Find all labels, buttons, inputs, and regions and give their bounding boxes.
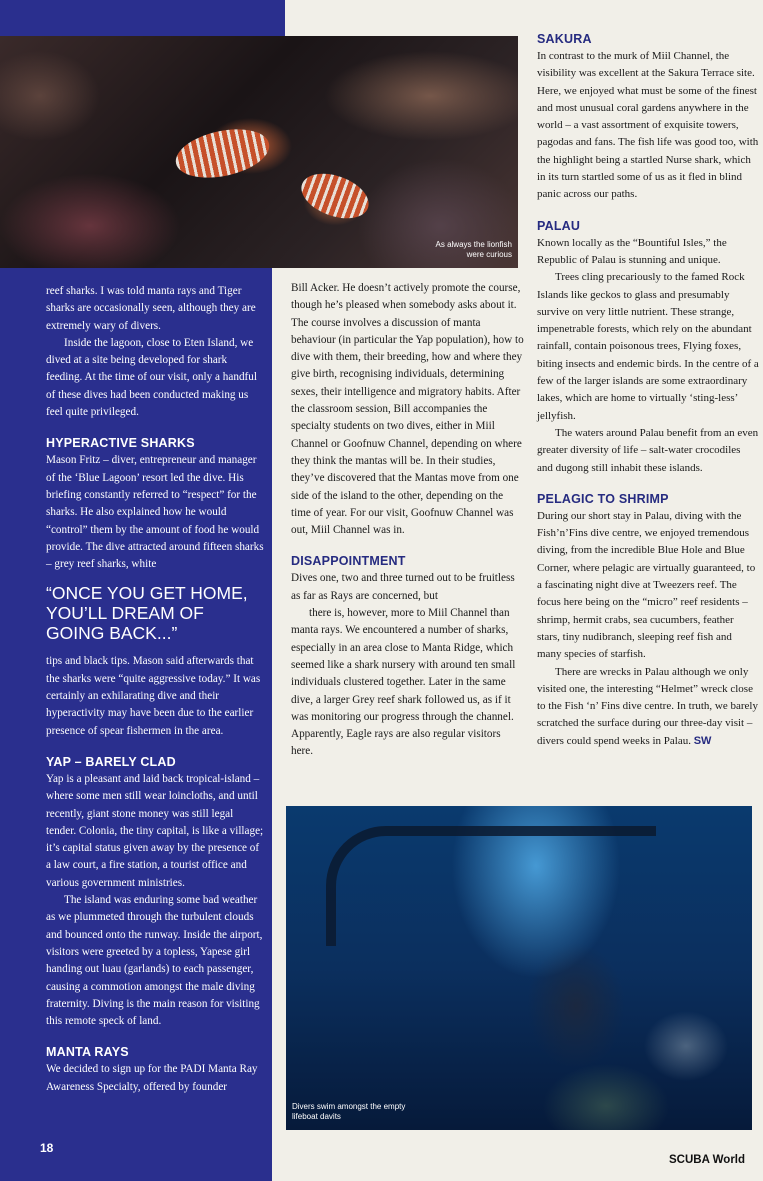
section-heading: SAKURA bbox=[537, 32, 592, 46]
paragraph: The waters around Palau benefit from an even greater diversity of life – salt-water crocodiles and dugong still inhabit these islands. bbox=[537, 426, 759, 474]
paragraph: Yap is a pleasant and laid back tropical-island – where some men still wear loincloths, and until recently, giant stone money was still legal tender. Colonia, the tiny capital, is like a village; it’s capital status given away by the presence of a law court, a fire station, a tourist office and various government ministries. bbox=[46, 772, 264, 889]
paragraph: In contrast to the murk of Miil Channel, the visibility was excellent at the Sakura Terrace site. Here, we enjoyed what must be some of the finest and most unusual coral gardens anywhere in the world – a vast assortment of exquisite towers, pagodas and fans. The fish life was good too, with the highlight being a startled Nurse shark, which in its turn startled some of us as it fled in blind panic across our paths. bbox=[537, 50, 759, 201]
section-heading: DISAPPOINTMENT bbox=[291, 554, 406, 569]
column-2 bbox=[291, 280, 525, 761]
section-heading: MANTA RAYS bbox=[46, 1045, 129, 1060]
photo-caption: As always the lionfish were curious bbox=[435, 240, 512, 259]
top-color-bar bbox=[0, 0, 285, 36]
paragraph: Inside the lagoon, close to Eten Island, we dived at a site being developed for shark feeding. At the time of our visit, only a handful of these dives had been conducted making us feel quite privileged. bbox=[46, 336, 257, 419]
paragraph: reef sharks. I was told manta rays and Tiger sharks are occasionally seen, although they are extremely wary of divers. bbox=[46, 285, 256, 332]
paragraph-text: There are wrecks in Palau although we only visited one, the interesting “Helmet” wreck close to the Fish ‘n’ Fins dive centre. In truth, we barely scratched the surface during our three-day visit – divers could spend weeks in Palau. bbox=[537, 665, 758, 747]
magazine-name: SCUBA World bbox=[669, 1154, 746, 1166]
section-heading: HYPERACTIVE SHARKS bbox=[46, 436, 195, 451]
section-heading: PALAU bbox=[537, 218, 581, 233]
lionfish-shape bbox=[295, 165, 374, 227]
paragraph bbox=[537, 664, 759, 750]
section-heading: YAP – BARELY CLAD bbox=[46, 754, 176, 769]
lionfish-shape bbox=[171, 122, 273, 186]
paragraph: The island was enduring some bad weather as we plummeted through the turbulent clouds and bounced onto the runway. Inside the airport, visitors were greeted by a topless, Yapese girl handing out luau (garlands) to each passenger, causing a commotion amongst the male diving fraternity. Diving is the main reason for visiting this remote speck of land. bbox=[46, 894, 263, 1028]
author-sign: SW bbox=[693, 734, 712, 747]
paragraph: there is, however, more to Miil Channel than manta rays. We encountered a number of sharks, especially in an area close to Manta Ridge, which seemed like a shark nursery with around ten small individuals clustered together. Later in the same dive, a larger Grey reef shark followed us, as if it was monitoring our progress through the channel. Apparently, Eagle rays are also regular visitors here. bbox=[291, 607, 516, 758]
paragraph: tips and black tips. Mason said afterwards that the sharks were “quite aggressive today.” It was certainly an exhilarating dive and their hyperactivity may have been due to the earlier presence of spear fishermen in the area. bbox=[46, 655, 261, 737]
davit-shape bbox=[326, 826, 656, 946]
lifeboat-davits-photo bbox=[286, 806, 752, 1130]
paragraph: Mason Fritz – diver, entrepreneur and manager of the ‘Blue Lagoon’ resort led the dive. His briefing constantly referred to “respect” for the sharks. He also explained how he would “control” them by the amount of food he would provide. The dive attracted around fifteen sharks – grey reef sharks, white bbox=[46, 454, 264, 571]
paragraph: Trees cling precariously to the famed Rock Islands like geckos to glass and presumably survive on very little nutrient. These strange, impenetrable forests, which rely on the abundant rainfall, contain poisonous trees, Flying foxes, biting insects and endemic birds. In the centre of a few of the larger islands are some extraordinary lakes, which are home to virtually ‘sting-less’ jellyfish. bbox=[537, 271, 759, 422]
paragraph: Bill Acker. He doesn’t actively promote the course, though he’s pleased when somebody asks about it. The course involves a discussion of manta behaviour (in particular the Yap population), how to dive with them, their breeding, how and where they give birth, recognising individuals, determining sexes, their intelligence and migratory habits. After the classroom session, Bill accompanies the specialty students on two dives, either in Miil Channel or Goofnuw Channel, depending on where they think the mantas will be. In their studies, they’ve discovered that the Mantas move from one side of the island to the other, depending on the time of year. For our visit, Goofnuw Channel was out, Miil Channel was in. bbox=[291, 282, 524, 537]
photo-caption: Divers swim amongst the empty lifeboat davits bbox=[292, 1102, 406, 1121]
lionfish-photo bbox=[0, 36, 518, 268]
paragraph: We decided to sign up for the PADI Manta Ray Awareness Specialty, offered by founder bbox=[46, 1063, 258, 1093]
page-number: 18 bbox=[40, 1141, 54, 1155]
section-heading: PELAGIC TO SHRIMP bbox=[537, 491, 669, 506]
paragraph: Known locally as the “Bountiful Isles,” the Republic of Palau is stunning and unique. bbox=[537, 236, 727, 266]
column-3 bbox=[537, 31, 759, 750]
pull-quote: “ONCE YOU GET HOME, YOU’LL DREAM OF GOING BACK...” bbox=[46, 583, 248, 644]
paragraph: During our short stay in Palau, diving with the Fish’n’Fins dive centre, we enjoyed tremendous diving, from the incredible Blue Hole and Blue Corner, where pelagic are virtually guaranteed, to a fascinating night dive at Tweezers reef. The focus here being on the “micro” reef residents – shrimp, hermit crabs, sea cucumbers, feather stars, tiny nudibranch, sleeping reef fish and many species of starfish. bbox=[537, 509, 756, 661]
column-1 bbox=[46, 283, 266, 1096]
paragraph: Dives one, two and three turned out to be fruitless as far as Rays are concerned, but bbox=[291, 572, 515, 602]
